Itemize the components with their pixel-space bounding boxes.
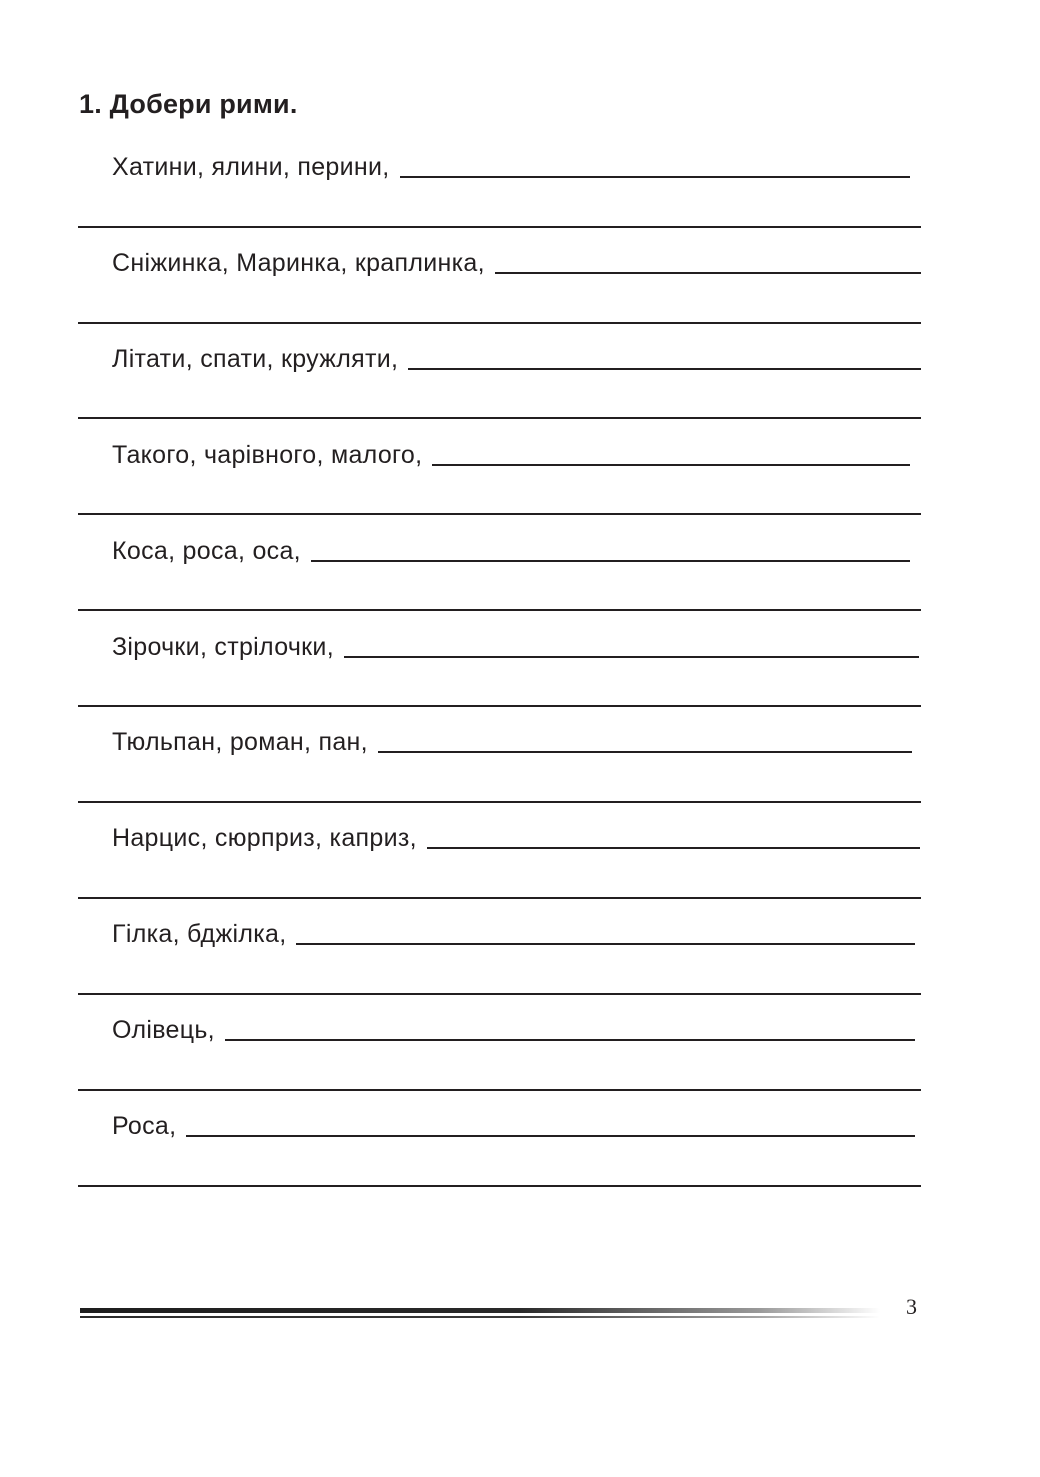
answer-blank[interactable] (344, 656, 919, 658)
prompt-text: Такого, чарівного, малого, (112, 441, 423, 469)
prompt-row-7 (112, 725, 912, 757)
prompt-text: Роса, (112, 1112, 177, 1140)
prompt-text: Гілка, бджілка, (112, 920, 287, 948)
answer-line[interactable] (78, 322, 921, 324)
prompt-text: Сніжинка, Маринка, краплинка, (112, 249, 485, 277)
answer-blank[interactable] (311, 560, 910, 562)
answer-line[interactable] (78, 897, 921, 899)
prompt-text: Коса, роса, оса, (112, 537, 301, 565)
footer-rule-thick (80, 1308, 880, 1313)
answer-line[interactable] (78, 226, 921, 228)
prompt-row-1 (112, 150, 910, 182)
answer-line[interactable] (78, 1185, 921, 1187)
answer-line[interactable] (78, 705, 921, 707)
answer-line[interactable] (78, 1089, 921, 1091)
footer-rule-thin (80, 1316, 880, 1318)
answer-line[interactable] (78, 801, 921, 803)
prompt-row-10 (112, 1013, 915, 1045)
answer-blank[interactable] (296, 943, 915, 945)
answer-blank[interactable] (427, 847, 920, 849)
answer-line[interactable] (78, 513, 921, 515)
answer-line[interactable] (78, 417, 921, 419)
answer-blank[interactable] (225, 1039, 915, 1041)
answer-blank[interactable] (400, 176, 911, 178)
prompt-row-11 (112, 1109, 915, 1141)
prompt-text: Хатини, ялини, перини, (112, 153, 390, 181)
answer-blank[interactable] (495, 272, 921, 274)
answer-blank[interactable] (432, 464, 910, 466)
prompt-text: Нарцис, сюрприз, каприз, (112, 824, 417, 852)
prompt-text: Літати, спати, кружляти, (112, 345, 399, 373)
prompt-row-4 (112, 438, 910, 470)
answer-blank[interactable] (186, 1135, 915, 1137)
prompt-text: Зірочки, стрілочки, (112, 633, 334, 661)
prompt-row-6 (112, 630, 919, 662)
prompt-row-5 (112, 534, 910, 566)
exercise-title: 1. Добери рими. (79, 89, 298, 119)
prompt-row-8 (112, 821, 920, 853)
prompt-row-3 (112, 342, 921, 374)
prompt-text: Тюльпан, роман, пан, (112, 728, 368, 756)
answer-line[interactable] (78, 993, 921, 995)
prompt-text: Олівець, (112, 1016, 215, 1044)
answer-line[interactable] (78, 609, 921, 611)
answer-blank[interactable] (378, 751, 912, 753)
page-number: 3 (906, 1294, 917, 1319)
prompt-row-2 (112, 246, 921, 278)
prompt-row-9 (112, 917, 915, 949)
answer-blank[interactable] (408, 368, 921, 370)
